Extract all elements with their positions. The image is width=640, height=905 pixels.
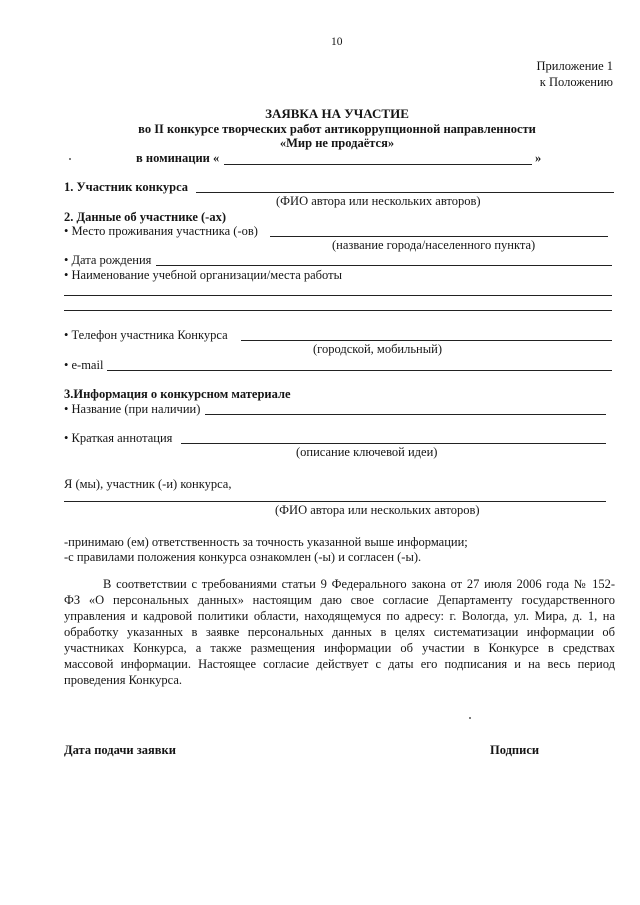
consent-line-7: проведения Конкурса.	[64, 673, 182, 687]
declaration-authors-field[interactable]	[64, 501, 606, 502]
contest-name: «Мир не продаётся»	[279, 136, 395, 150]
form-title: ЗАЯВКА НА УЧАСТИЕ	[265, 106, 409, 121]
section1-label: 1. Участник конкурса	[64, 180, 189, 194]
organization-label: • Наименование учебной организации/места работы	[64, 268, 342, 282]
phone-hint: (городской, мобильный)	[313, 342, 442, 356]
birthdate-field[interactable]	[156, 265, 612, 266]
nomination-label: в номинации «	[136, 151, 220, 165]
declaration-hint: (ФИО автора или нескольких авторов)	[275, 503, 480, 517]
participant-name-field[interactable]	[196, 192, 614, 193]
nomination-close-quote: »	[535, 151, 542, 165]
birthdate-label: • Дата рождения	[64, 253, 152, 267]
phone-field[interactable]	[241, 340, 612, 341]
email-label: • e-mail	[64, 358, 104, 372]
annotation-hint: (описание ключевой идеи)	[296, 445, 438, 459]
responsibility-statement: -принимаю (ем) ответственность за точность указанной выше информации;	[64, 535, 468, 549]
scan-speck	[69, 158, 71, 160]
page-number: 10	[331, 36, 343, 48]
consent-line-3: управления и кадровой политики области, находящемуся по адресу: г. Вологда, ул. Мира, д. 1, на	[64, 609, 615, 623]
residence-hint: (название города/населенного пункта)	[332, 238, 536, 252]
scan-speck	[469, 717, 471, 719]
signature-label: Подписи	[490, 743, 540, 757]
consent-line-1: В соответствии с требованиями статьи 9 Федерального закона от 27 июля 2006 года № 152-	[103, 577, 615, 591]
consent-line-5: участниках Конкурса, а также размещения информации об участии в Конкурсе в средствах	[64, 641, 615, 655]
participant-name-hint: (ФИО автора или нескольких авторов)	[276, 194, 481, 208]
phone-label: • Телефон участника Конкурса	[64, 328, 228, 342]
email-field[interactable]	[107, 370, 612, 371]
consent-line-2: ФЗ «О персональных данных» настоящим даю свое согласие Департаменту государственного	[64, 593, 615, 607]
organization-field-line-1[interactable]	[64, 295, 612, 296]
annotation-field[interactable]	[181, 443, 606, 444]
appendix-line-2: к Положению	[539, 75, 613, 89]
consent-line-6: массовой информации. Настоящее согласие действует с даты его подписания и на весь период	[64, 657, 615, 671]
appendix-line-1: Приложение 1	[536, 59, 613, 73]
material-name-label: • Название (при наличии)	[64, 402, 201, 416]
submission-date-label: Дата подачи заявки	[64, 743, 176, 757]
organization-field-line-2[interactable]	[64, 310, 612, 311]
consent-line-4: обработку указанных в заявке персональных данных в целях систематизации информации об	[64, 625, 615, 639]
section2-heading: 2. Данные об участнике (-ах)	[64, 210, 227, 224]
form-subtitle: во II конкурсе творческих работ антикоррупционной направленности	[138, 122, 536, 136]
material-name-field[interactable]	[205, 414, 606, 415]
nomination-field[interactable]	[224, 164, 532, 165]
section3-heading: 3.Информация о конкурсном материале	[64, 387, 291, 401]
declaration-intro: Я (мы), участник (-и) конкурса,	[64, 477, 232, 491]
rules-agreement-statement: -с правилами положения конкурса ознакомлен (-ы) и согласен (-ы).	[64, 550, 422, 564]
residence-label: • Место проживания участника (-ов)	[64, 224, 258, 238]
annotation-label: • Краткая аннотация	[64, 431, 173, 445]
residence-field[interactable]	[270, 236, 608, 237]
